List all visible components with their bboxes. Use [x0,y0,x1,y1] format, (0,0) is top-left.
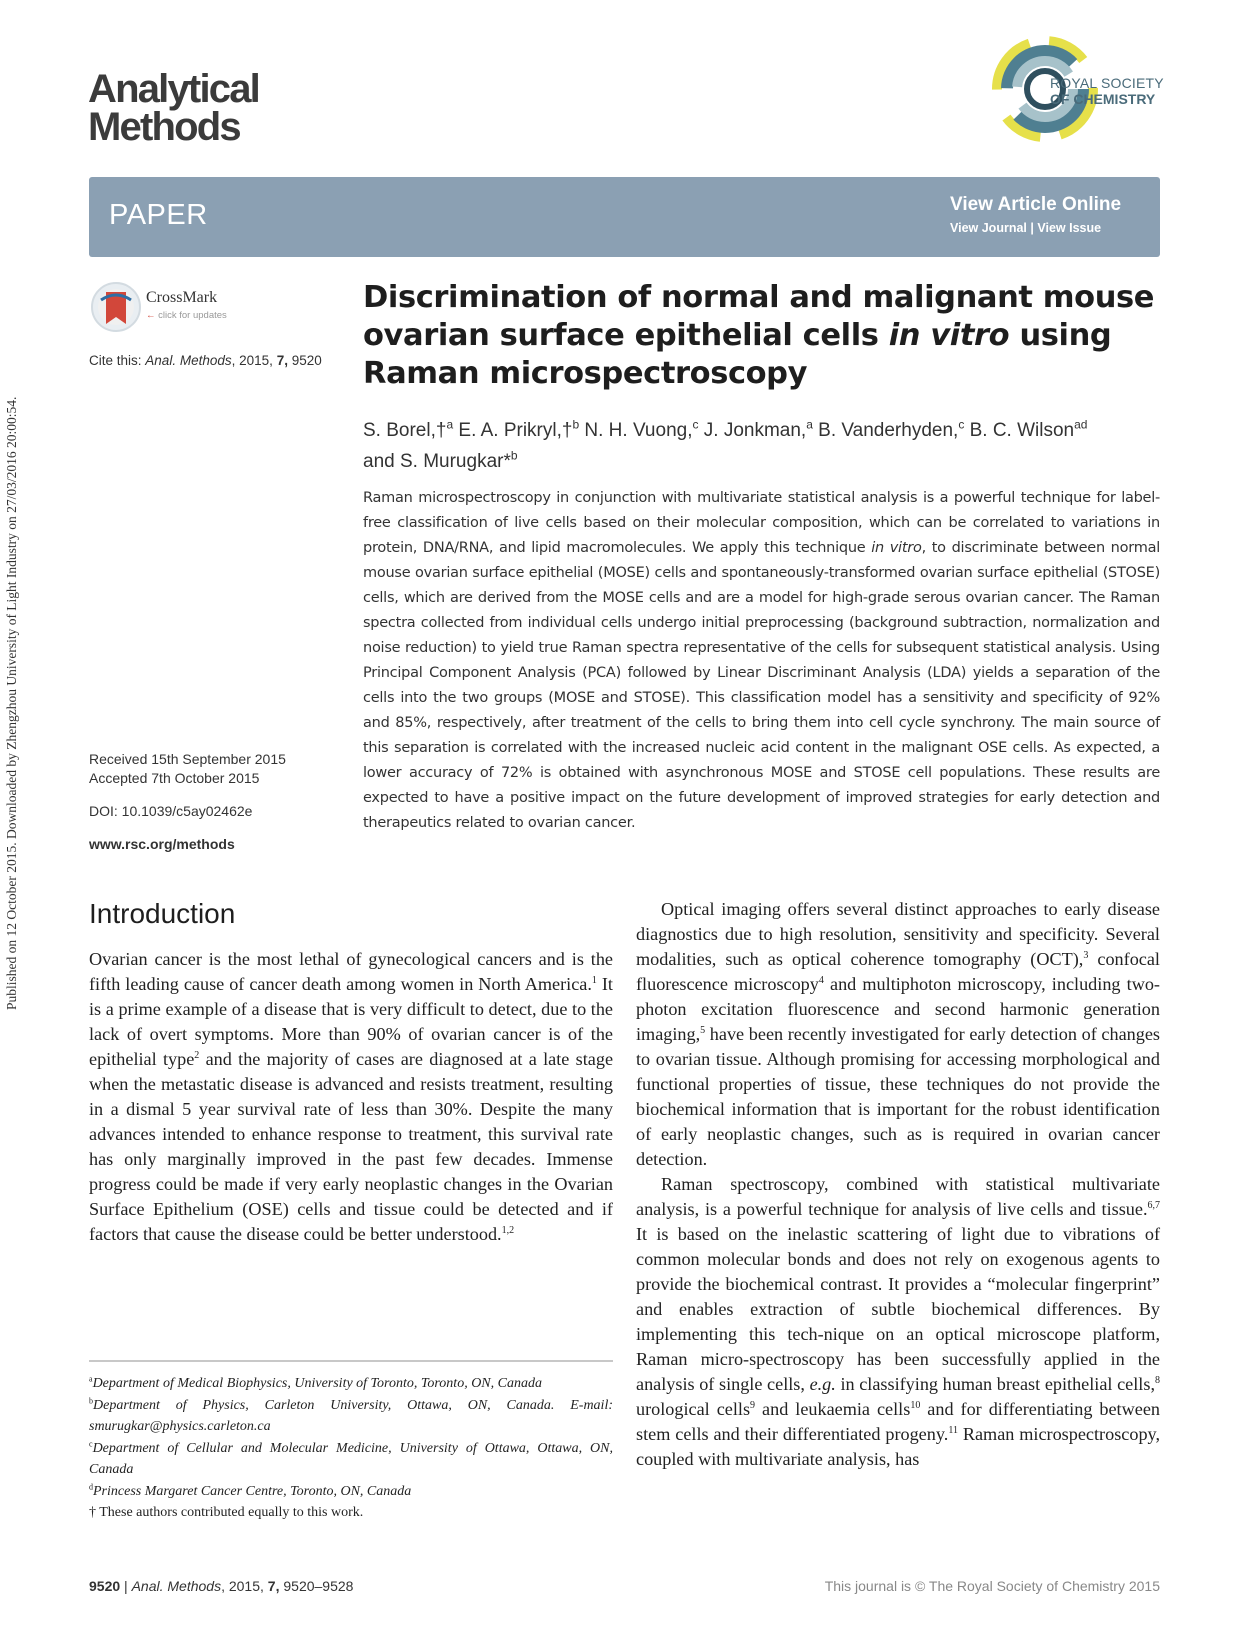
rsc-line1: ROYAL SOCIETY [1050,75,1164,91]
reference-link[interactable]: 11 [948,1424,958,1436]
reference-link[interactable]: 2 [194,1049,200,1061]
intro-right-column [636,897,1160,1472]
intro-left-column [89,947,613,1247]
paragraph: Raman spectroscopy, combined with statistical multivariate analysis, is a powerful technique for analysis of live cells and tissue.$^{6,7}$ It is based on the inelastic scattering of light due to vibrations of common molecular bonds and does not rely on exogenous agents to provide the biochemical contrast. It provides a “molecular fingerprint” and enables extraction of subtle biochemical differences. By implementing this tech-nique on an optical microscope platform, Raman micro-spectroscopy has been successfully applied in the analysis of single cells, e.g. in classifying human breast epithelial cells,$^8$ urological cells$^9$ and leukaemia cells$^{10}$ and for differentiating between stem cells and their differentiated progeny.$^{11}$ Raman microspectroscopy, coupled with multivariate analysis, has [636,1174,1160,1469]
arrow-left-icon: ← [146,310,156,321]
reference-link[interactable]: 1,2 [501,1224,515,1236]
footnote: † These authors contributed equally to this work. [89,1505,364,1520]
footnotes [89,1373,613,1524]
footnote-divider [89,1360,613,1362]
rsc-line2: OF CHEMISTRY [1050,91,1156,107]
author: B. Vanderhyden,$^c$ [818,418,965,442]
author-list [363,413,1163,474]
author: B. C. Wilson$^{ad}$ [969,418,1088,442]
abstract-italic: in vitro [871,540,922,556]
footnote: $^d$Princess Margaret Cancer Centre, Toronto, ON, Canada [89,1481,412,1499]
paragraph: Optical imaging offers several distinct approaches to early disease diagnostics due to high resolution, sensitivity and specificity. Several modalities, such as optical coherence tomography (OCT),$^3$ confocal fluorescence microscopy$^4$ and multiphoton microscopy, including two-photon excitation fluorescence and second harmonic generation imaging,$^5$ have been recently investigated for early detection of changes to ovarian tissue. Although promising for accessing morphological and functional properties of tissue, these techniques do not provide the biochemical information that is important for the robust identification of early neoplastic changes, such as is required in ovarian cancer detection. [636,899,1160,1169]
reference-link[interactable]: 6,7 [1147,1199,1160,1211]
cite-volume: 7, [276,353,288,368]
reference-link[interactable]: 8 [1155,1374,1160,1386]
journal-logo[interactable] [88,67,259,149]
abstract [363,486,1160,836]
reference-link[interactable]: 10 [910,1399,921,1411]
copyright-notice: This journal is © The Royal Society of Chemistry 2015 [824,1578,1160,1594]
view-links [950,221,1101,235]
page-footer-left: 9520 | Anal. Methods, 2015, 7, 9520–9528 [89,1578,354,1594]
download-stamp: Published on 12 October 2015. Downloaded by Zhengzhou University of Light Industry on 27/03/2016 20:00:54. [4,396,19,1010]
reference-link[interactable]: 3 [1083,949,1089,961]
author: S. Borel,†$^a$ [363,418,454,442]
received-date: Received 15th September 2015 [89,751,286,767]
title-italic: in vitro [888,318,1010,353]
cite-prefix: Cite this: [89,353,142,368]
paragraph: Ovarian cancer is the most lethal of gynecological cancers and is the fifth leading cause of cancer death among women in North America.$^1$ It is a prime example of a disease that is very difficult to detect, due to the lack of overt symptoms. More than 90% of ovarian cancer is of the epithelial type$^2$ and the majority of cases are diagnosed at a late stage when the metastatic disease is advanced and resists treatment, resulting in a dismal 5 year survival rate of less than 30%. Despite the many advances intended to enhance response to treatment, this survival rate has only marginally improved in the past few decades. Immense progress could be made if very early neoplastic changes in the Ovarian Surface Epithelium (OSE) cells and tissue could be detected and if factors that cause the disease could be better understood.$^{1,2}$ [89,949,614,1244]
reference-link[interactable]: 9 [750,1399,756,1411]
footer-journal: Anal. Methods [131,1578,222,1594]
footnote: $^c$Department of Cellular and Molecular Medicine, University of Ottawa, Ottawa, ON, Canada [89,1438,613,1477]
footnote: $^b$Department of Physics, Carleton University, Ottawa, ON, Canada. E-mail: smurugkar@physics.carleton.ca [89,1395,613,1434]
view-journal-link[interactable]: View Journal [950,221,1027,235]
reference-link[interactable]: 4 [818,974,824,986]
journal-logo-line2: Methods [88,105,240,149]
header-banner [89,177,1160,257]
footer-separator: | [124,1578,128,1594]
cite-year: 2015, [239,353,273,368]
title-part1: Discrimination of normal and malignant mouse ovarian surface epithelial cells [363,280,1155,353]
abstract-text: Raman microspectroscopy in conjunction with multivariate statistical analysis is a powerful technique for label-free classification of live cells based on their molecular composition, which can be correlated to variations in protein, DNA/RNA, and lipid macromolecules. We apply this technique [363,490,1160,556]
accepted-date: Accepted 7th October 2015 [89,770,260,786]
footer-volume: 7, [267,1578,280,1594]
journal-url-link[interactable]: www.rsc.org/methods [89,836,235,852]
view-issue-link[interactable]: View Issue [1037,221,1102,235]
author: and S. Murugkar*$^b$ [363,448,518,472]
rsc-wordmark [1050,75,1164,107]
crossmark-sub-text: click for updates [158,310,227,321]
author: E. A. Prikryl,†$^b$ [458,418,580,442]
title-part2: using Raman microspectroscopy [363,318,1112,391]
article-meta [89,750,286,854]
view-article-online-link[interactable]: View Article Online [950,194,1122,215]
cite-journal: Anal. Methods [145,353,232,368]
citation: Cite this: Anal. Methods, 2015, 7, 9520 [89,353,322,368]
footer-year: 2015, [228,1578,264,1594]
article-type-label: PAPER [109,199,208,231]
article-title [363,279,1163,393]
page-number: 9520 [89,1578,121,1594]
author: N. H. Vuong,$^c$ [584,418,699,442]
link-separator: | [1030,221,1034,235]
author: J. Jonkman,$^a$ [703,418,813,442]
section-heading-introduction: Introduction [89,898,236,929]
footnote: $^a$Department of Medical Biophysics, University of Toronto, Toronto, ON, Canada [89,1374,542,1391]
crossmark-label[interactable]: CrossMark [146,289,218,306]
crossmark-sublabel [146,310,227,321]
abstract-text: , to discriminate between normal mouse ovarian surface epithelial (MOSE) cells and spontaneously-transformed ovarian surface epithelial (STOSE) cells, which are derived from the MOSE cells and are a model for high-grade serous ovarian cancer. The Raman spectra collected from individual cells undergo initial preprocessing (background subtraction, normalization and noise reduction) to yield true Raman spectra representative of the cells for subsequent statistical analysis. Using Principal Component Analysis (PCA) followed by Linear Discriminant Analysis (LDA) yields a separation of the cells into the two groups (MOSE and STOSE). This classification model has a sensitivity and specificity of 92% and 85%, respectively, after treatment of the cells to bring them into cell cycle synchrony. The main source of this separation is correlated with the increased nucleic acid content in the malignant OSE cells. As expected, a lower accuracy of 72% is obtained with asynchronous MOSE and STOSE cell populations. These results are expected to have a positive impact on the future development of improved strategies for early detection and therapeutics related to ovarian cancer. [363,540,1160,831]
cite-page: 9520 [291,353,322,368]
reference-link[interactable]: 5 [700,1024,706,1036]
footer-pages: 9520–9528 [283,1578,354,1594]
doi[interactable]: DOI: 10.1039/c5ay02462e [89,803,253,819]
reference-link[interactable]: 1 [591,974,597,986]
journal-logo-line1: Analytical [88,67,259,111]
